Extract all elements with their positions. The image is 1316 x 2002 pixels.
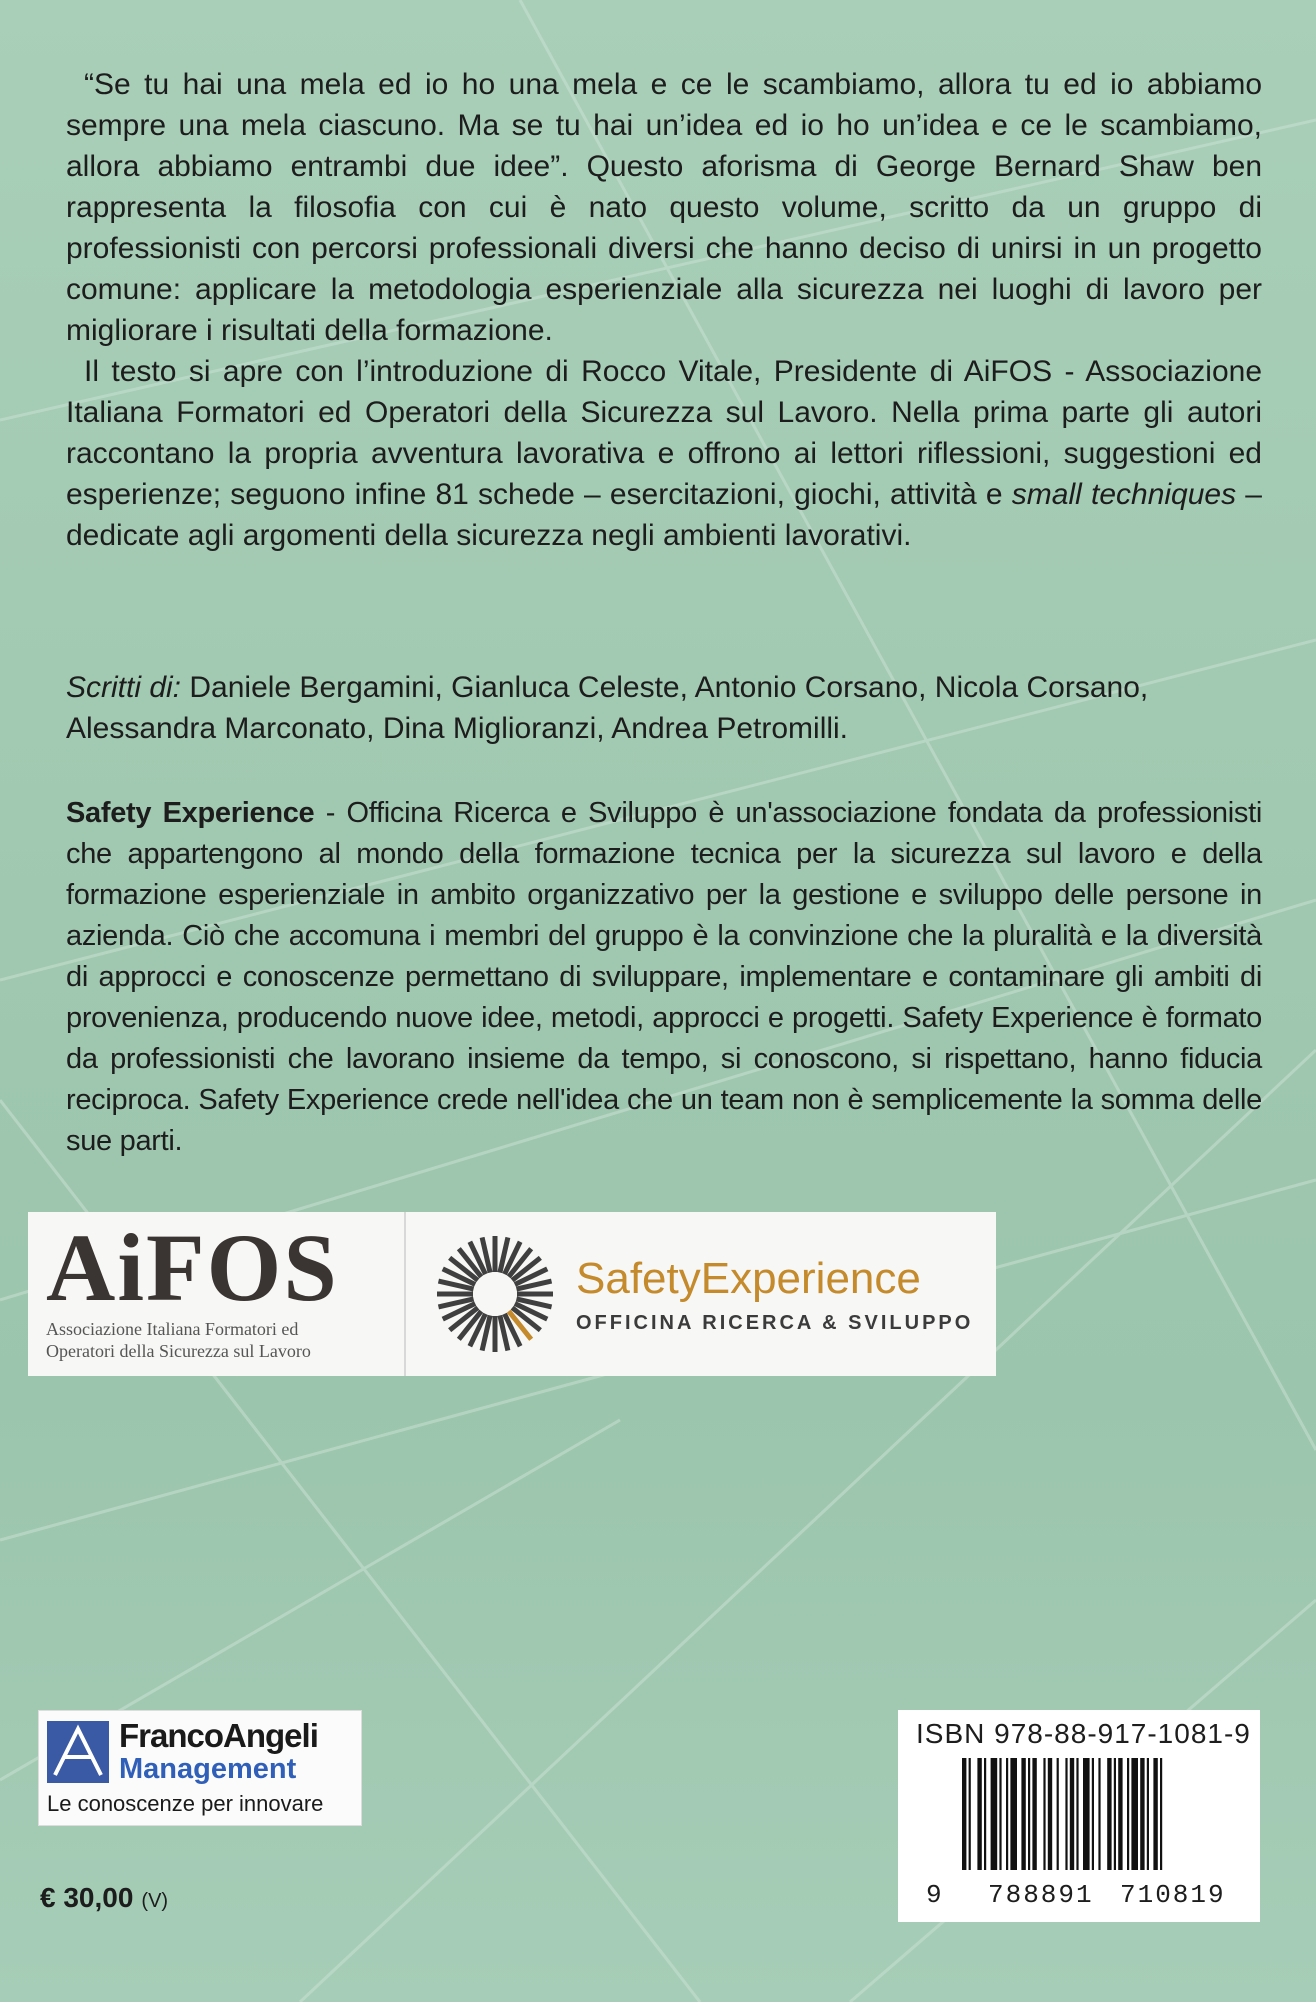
association-text bbox=[66, 793, 1262, 1162]
association-description: - Officina Ricerca e Sviluppo è un'associazione fondata da professionisti che appartengono al mondo della formazione tecnica per la sicurezza sul lavoro e della formazione esperienziale in ambito organizzativo per la gestione e sviluppo delle persone in azienda. Ciò che accomuna i membri del gruppo è la convinzione che la pluralità e la diversità di approcci e conoscenze permettano di sviluppare, implementare e contaminare gli ambiti di provenienza, producendo nuove idee, metodi, approcci e progetti. Safety Experience è formato da professionisti che lavorano insieme da tempo, si conoscono, si rispettano, hanno fiducia reciproca. Safety Experience crede nell'idea che un team non è semplicemente la somma delle sue parti. bbox=[66, 797, 1262, 1157]
authors-label: Scritti di: bbox=[66, 671, 182, 704]
barcode-bar bbox=[999, 1758, 1001, 1870]
barcode-bar bbox=[1160, 1758, 1162, 1870]
safety-logo-title: SafetyExperience bbox=[576, 1253, 921, 1303]
safety-logo-subtitle: OFFICINA RICERCA & SVILUPPO bbox=[576, 1311, 974, 1334]
price bbox=[40, 1882, 168, 1914]
intro-paragraph-2 bbox=[66, 351, 1262, 556]
barcode-bar bbox=[977, 1758, 981, 1870]
barcode-bar bbox=[1083, 1758, 1090, 1870]
barcode-bar bbox=[1118, 1758, 1122, 1870]
barcode-bar bbox=[1057, 1758, 1059, 1870]
barcode-bars-icon bbox=[962, 1758, 1232, 1878]
price-note: (V) bbox=[141, 1890, 169, 1912]
barcode-bar bbox=[1028, 1758, 1030, 1870]
authors-names: Daniele Bergamini, Gianluca Celeste, Antonio Corsano, Nicola Corsano, Alessandra Marconato, Dina Miglioranzi, Andrea Petromilli. bbox=[66, 671, 1149, 745]
sunburst-icon bbox=[430, 1229, 560, 1359]
barcode-bar bbox=[1107, 1758, 1111, 1870]
publisher-tagline: Le conoscenze per innovare bbox=[47, 1791, 324, 1816]
price-amount: € 30,00 bbox=[40, 1882, 134, 1913]
intro-paragraph-1: “Se tu hai una mela ed io ho una mela e ce le scambiamo, allora tu ed io abbiamo sempre una mela ciascuno. Ma se tu hai un’idea ed io ho un’idea e ce le scambiamo, allora abbiamo entrambi due idee”. Questo aforisma di George Bernard Shaw ben rappresenta la filosofia con cui è nato questo volume, scritto da un gruppo di professionisti con percorsi professionali diversi che hanno deciso di unirsi in un progetto comune: applicare la metodologia esperienziale alla sicurezza nei luoghi di lavoro per migliorare i risultati della formazione. bbox=[66, 68, 1262, 347]
intro-paragraph-2-a: Il testo si apre con l’introduzione di Rocco Vitale, Presidente di AiFOS - Associazione Italiana Formatori ed Operatori della Sicurezza sul Lavoro. Nella prima parte gli autori raccontano la propria avventura lavorativa e offrono ai lettori riflessioni, suggestioni ed esperienze; seguono infine 81 schede – esercitazioni, giochi, attività e bbox=[66, 355, 1262, 511]
publisher-name: FrancoAngeli bbox=[119, 1717, 318, 1754]
barcode-bar bbox=[1098, 1758, 1100, 1870]
barcode-bar bbox=[1010, 1758, 1017, 1870]
barcode-bar bbox=[1043, 1758, 1045, 1870]
barcode-digits-left: 788891 bbox=[988, 1880, 1094, 1910]
barcode-bar bbox=[1021, 1758, 1025, 1870]
barcode-digit-first: 9 bbox=[926, 1880, 942, 1910]
aifos-subtitle-line2: Operatori della Sicurezza sul Lavoro bbox=[46, 1341, 311, 1361]
authors bbox=[66, 667, 1262, 749]
barcode-bar bbox=[969, 1758, 971, 1870]
barcode-bar bbox=[1048, 1758, 1052, 1870]
barcode-digits-right: 710819 bbox=[1120, 1880, 1226, 1910]
intro-paragraph-2-italic: small techniques bbox=[1011, 478, 1237, 511]
barcode-bar bbox=[1032, 1758, 1036, 1870]
safety-experience-logo bbox=[406, 1212, 973, 1376]
aifos-logo-subtitle bbox=[46, 1318, 404, 1362]
barcode-bar bbox=[1147, 1758, 1149, 1870]
barcode-bar bbox=[1076, 1758, 1078, 1870]
aifos-logo-name: AiFOS bbox=[46, 1214, 339, 1321]
barcode-bar bbox=[991, 1758, 998, 1870]
barcode-bar bbox=[1092, 1758, 1094, 1870]
barcode-bar bbox=[1127, 1758, 1129, 1870]
barcode-bar bbox=[1131, 1758, 1138, 1870]
intro-paragraph-2-b: – dedicate agli argomenti della sicurezza negli ambienti lavorativi. bbox=[66, 478, 1262, 552]
barcode-bar bbox=[1153, 1758, 1157, 1870]
aifos-logo bbox=[28, 1212, 406, 1376]
barcode-bar bbox=[1065, 1758, 1067, 1870]
intro-text bbox=[66, 64, 1262, 556]
publisher-series: Management bbox=[119, 1753, 297, 1785]
logo-strip bbox=[28, 1212, 996, 1376]
barcode-bar bbox=[1114, 1758, 1116, 1870]
barcode-bar bbox=[1006, 1758, 1008, 1870]
barcode-bar bbox=[1070, 1758, 1074, 1870]
barcode-bar bbox=[1140, 1758, 1144, 1870]
barcode bbox=[898, 1710, 1260, 1922]
aifos-subtitle-line1: Associazione Italiana Formatori ed bbox=[46, 1319, 299, 1339]
barcode-bar bbox=[962, 1758, 966, 1870]
isbn-label: ISBN 978-88-917-1081-9 bbox=[916, 1718, 1251, 1749]
association-name: Safety Experience bbox=[66, 797, 315, 829]
publisher-emblem-icon bbox=[47, 1721, 109, 1783]
barcode-bar bbox=[984, 1758, 986, 1870]
publisher-logo bbox=[38, 1710, 362, 1826]
